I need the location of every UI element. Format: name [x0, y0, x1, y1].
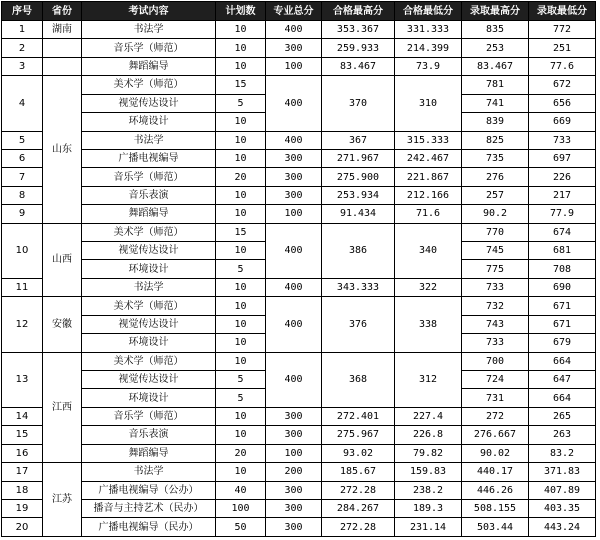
cell-admit-max: 257 — [462, 186, 529, 204]
cell-total: 300 — [266, 168, 322, 186]
cell-no: 3 — [2, 57, 43, 75]
cell-admit-min: 664 — [529, 352, 596, 370]
cell-pass-max: 93.02 — [322, 444, 395, 462]
cell-pass-min: 238.2 — [395, 481, 462, 499]
cell-no: 5 — [2, 131, 43, 149]
cell-admit-min: 403.35 — [529, 499, 596, 517]
cell-admit-max: 276.667 — [462, 426, 529, 444]
cell-plan: 15 — [216, 76, 266, 94]
table-row — [2, 21, 596, 39]
cell-province: 湖南 — [43, 21, 82, 39]
cell-pass-min: 71.6 — [395, 205, 462, 223]
cell-admit-max: 735 — [462, 149, 529, 167]
table-row — [2, 297, 596, 315]
cell-pass-min: 315.333 — [395, 131, 462, 149]
cell-province — [43, 57, 82, 75]
cell-plan: 10 — [216, 315, 266, 333]
cell-subject: 音乐表演 — [82, 426, 216, 444]
cell-plan: 15 — [216, 223, 266, 241]
cell-pass-max: 185.67 — [322, 463, 395, 481]
cell-plan: 10 — [216, 334, 266, 352]
cell-admit-max: 731 — [462, 389, 529, 407]
cell-subject: 广播电视编导（公办） — [82, 481, 216, 499]
header-admit-min: 录取最低分 — [529, 2, 596, 21]
cell-pass-max: 275.967 — [322, 426, 395, 444]
cell-plan: 20 — [216, 168, 266, 186]
cell-admit-min: 83.2 — [529, 444, 596, 462]
cell-subject: 美术学（师范） — [82, 297, 216, 315]
cell-subject: 环境设计 — [82, 260, 216, 278]
cell-admit-max: 741 — [462, 94, 529, 112]
cell-plan: 10 — [216, 407, 266, 425]
cell-admit-min: 671 — [529, 297, 596, 315]
cell-subject: 音乐学（师范） — [82, 168, 216, 186]
cell-plan: 5 — [216, 389, 266, 407]
cell-admit-max: 743 — [462, 315, 529, 333]
cell-subject: 音乐表演 — [82, 186, 216, 204]
cell-admit-max: 508.155 — [462, 499, 529, 517]
table-row — [2, 426, 596, 444]
header-pass-min: 合格最低分 — [395, 2, 462, 21]
cell-no: 20 — [2, 518, 43, 537]
cell-subject: 美术学（师范） — [82, 352, 216, 370]
cell-admit-max: 503.44 — [462, 518, 529, 537]
cell-subject: 视觉传达设计 — [82, 371, 216, 389]
cell-total: 300 — [266, 149, 322, 167]
cell-total: 300 — [266, 481, 322, 499]
header-pass-max: 合格最高分 — [322, 2, 395, 21]
cell-no: 6 — [2, 149, 43, 167]
cell-admit-min: 443.24 — [529, 518, 596, 537]
cell-no: 19 — [2, 499, 43, 517]
cell-no: 7 — [2, 168, 43, 186]
cell-plan: 10 — [216, 278, 266, 296]
cell-pass-min: 312 — [395, 352, 462, 407]
cell-no: 12 — [2, 297, 43, 352]
cell-total: 400 — [266, 131, 322, 149]
header-plan: 计划数 — [216, 2, 266, 21]
cell-subject: 书法学 — [82, 21, 216, 39]
cell-total: 200 — [266, 463, 322, 481]
cell-plan: 10 — [216, 352, 266, 370]
cell-total: 300 — [266, 407, 322, 425]
cell-pass-min: 322 — [395, 278, 462, 296]
cell-pass-max: 368 — [322, 352, 395, 407]
admission-score-table — [1, 1, 596, 537]
cell-total: 100 — [266, 205, 322, 223]
cell-admit-min: 697 — [529, 149, 596, 167]
cell-no: 13 — [2, 352, 43, 407]
cell-admit-min: 681 — [529, 242, 596, 260]
cell-subject: 播音与主持艺术（民办） — [82, 499, 216, 517]
cell-subject: 舞蹈编导 — [82, 57, 216, 75]
cell-admit-max: 276 — [462, 168, 529, 186]
table-row — [2, 131, 596, 149]
cell-admit-max: 733 — [462, 278, 529, 296]
cell-total: 100 — [266, 444, 322, 462]
header-row — [2, 2, 596, 21]
header-no: 序号 — [2, 2, 43, 21]
cell-admit-max: 83.467 — [462, 57, 529, 75]
cell-no: 8 — [2, 186, 43, 204]
cell-subject: 广播电视编导（民办） — [82, 518, 216, 537]
cell-total: 300 — [266, 499, 322, 517]
cell-total: 300 — [266, 39, 322, 57]
cell-pass-max: 386 — [322, 223, 395, 278]
cell-plan: 10 — [216, 57, 266, 75]
cell-subject: 舞蹈编导 — [82, 444, 216, 462]
cell-admit-min: 77.9 — [529, 205, 596, 223]
cell-pass-max: 370 — [322, 76, 395, 131]
cell-no: 15 — [2, 426, 43, 444]
cell-admit-min: 669 — [529, 113, 596, 131]
cell-subject: 美术学（师范） — [82, 223, 216, 241]
cell-admit-min: 371.83 — [529, 463, 596, 481]
cell-plan: 10 — [216, 426, 266, 444]
cell-admit-max: 775 — [462, 260, 529, 278]
cell-province — [43, 39, 82, 57]
cell-admit-max: 700 — [462, 352, 529, 370]
table-row — [2, 223, 596, 241]
cell-admit-max: 732 — [462, 297, 529, 315]
table-row — [2, 205, 596, 223]
table-row — [2, 444, 596, 462]
cell-plan: 20 — [216, 444, 266, 462]
cell-admit-max: 745 — [462, 242, 529, 260]
cell-no: 18 — [2, 481, 43, 499]
header-admit-max: 录取最高分 — [462, 2, 529, 21]
cell-total: 400 — [266, 297, 322, 352]
cell-pass-max: 259.933 — [322, 39, 395, 57]
cell-pass-min: 226.8 — [395, 426, 462, 444]
cell-admit-max: 835 — [462, 21, 529, 39]
cell-pass-min: 189.3 — [395, 499, 462, 517]
cell-total: 300 — [266, 426, 322, 444]
cell-total: 100 — [266, 57, 322, 75]
cell-admit-min: 671 — [529, 315, 596, 333]
table-row — [2, 499, 596, 517]
cell-plan: 10 — [216, 21, 266, 39]
cell-pass-max: 284.267 — [322, 499, 395, 517]
cell-province: 山西 — [43, 223, 82, 297]
cell-pass-min: 310 — [395, 76, 462, 131]
cell-total: 400 — [266, 21, 322, 39]
cell-plan: 10 — [216, 242, 266, 260]
cell-pass-min: 214.399 — [395, 39, 462, 57]
table-row — [2, 518, 596, 537]
cell-admit-min: 407.89 — [529, 481, 596, 499]
cell-pass-min: 212.166 — [395, 186, 462, 204]
cell-admit-max: 446.26 — [462, 481, 529, 499]
cell-pass-min: 227.4 — [395, 407, 462, 425]
table-row — [2, 352, 596, 370]
cell-admit-min: 263 — [529, 426, 596, 444]
cell-admit-max: 90.02 — [462, 444, 529, 462]
cell-total: 400 — [266, 278, 322, 296]
cell-subject: 环境设计 — [82, 113, 216, 131]
cell-no: 17 — [2, 463, 43, 481]
cell-admit-max: 781 — [462, 76, 529, 94]
table-row — [2, 76, 596, 94]
cell-pass-min: 221.867 — [395, 168, 462, 186]
cell-pass-max: 275.900 — [322, 168, 395, 186]
cell-pass-min: 159.83 — [395, 463, 462, 481]
cell-plan: 10 — [216, 297, 266, 315]
table-row — [2, 407, 596, 425]
table-row — [2, 168, 596, 186]
cell-no: 16 — [2, 444, 43, 462]
cell-province: 安徽 — [43, 297, 82, 352]
cell-plan: 5 — [216, 260, 266, 278]
cell-admit-max: 733 — [462, 334, 529, 352]
cell-subject: 音乐学（师范） — [82, 407, 216, 425]
cell-admit-min: 679 — [529, 334, 596, 352]
table-row — [2, 149, 596, 167]
cell-pass-max: 272.28 — [322, 481, 395, 499]
cell-plan: 10 — [216, 113, 266, 131]
cell-subject: 舞蹈编导 — [82, 205, 216, 223]
table-row — [2, 463, 596, 481]
cell-admit-max: 825 — [462, 131, 529, 149]
cell-admit-min: 664 — [529, 389, 596, 407]
cell-plan: 40 — [216, 481, 266, 499]
cell-no: 1 — [2, 21, 43, 39]
cell-subject: 书法学 — [82, 278, 216, 296]
table-row — [2, 39, 596, 57]
cell-no: 4 — [2, 76, 43, 131]
cell-admit-min: 672 — [529, 76, 596, 94]
cell-plan: 10 — [216, 205, 266, 223]
cell-plan: 100 — [216, 499, 266, 517]
cell-subject: 美术学（师范） — [82, 76, 216, 94]
cell-admit-min: 674 — [529, 223, 596, 241]
cell-plan: 10 — [216, 39, 266, 57]
cell-total: 300 — [266, 186, 322, 204]
header-total: 专业总分 — [266, 2, 322, 21]
cell-no: 10 — [2, 223, 43, 278]
cell-plan: 10 — [216, 463, 266, 481]
cell-admit-max: 770 — [462, 223, 529, 241]
cell-province: 江西 — [43, 352, 82, 463]
cell-subject: 广播电视编导 — [82, 149, 216, 167]
cell-subject: 书法学 — [82, 131, 216, 149]
cell-admit-min: 647 — [529, 371, 596, 389]
cell-admit-min: 772 — [529, 21, 596, 39]
cell-pass-min: 79.82 — [395, 444, 462, 462]
cell-admit-min: 265 — [529, 407, 596, 425]
cell-subject: 视觉传达设计 — [82, 242, 216, 260]
cell-admit-max: 272 — [462, 407, 529, 425]
cell-admit-max: 839 — [462, 113, 529, 131]
cell-total: 400 — [266, 223, 322, 278]
cell-pass-max: 367 — [322, 131, 395, 149]
cell-pass-max: 353.367 — [322, 21, 395, 39]
cell-plan: 10 — [216, 149, 266, 167]
cell-pass-min: 338 — [395, 297, 462, 352]
cell-subject: 环境设计 — [82, 389, 216, 407]
cell-pass-max: 272.401 — [322, 407, 395, 425]
cell-no: 14 — [2, 407, 43, 425]
cell-admit-min: 226 — [529, 168, 596, 186]
cell-admit-min: 251 — [529, 39, 596, 57]
table-row — [2, 186, 596, 204]
cell-pass-max: 272.28 — [322, 518, 395, 537]
cell-admit-min: 708 — [529, 260, 596, 278]
cell-pass-min: 331.333 — [395, 21, 462, 39]
cell-province: 江苏 — [43, 463, 82, 537]
cell-pass-max: 271.967 — [322, 149, 395, 167]
cell-admit-min: 77.6 — [529, 57, 596, 75]
cell-pass-max: 253.934 — [322, 186, 395, 204]
cell-pass-max: 83.467 — [322, 57, 395, 75]
table-header — [2, 2, 596, 21]
cell-plan: 10 — [216, 186, 266, 204]
cell-pass-min: 340 — [395, 223, 462, 278]
cell-plan: 10 — [216, 131, 266, 149]
cell-pass-min: 242.467 — [395, 149, 462, 167]
cell-pass-max: 91.434 — [322, 205, 395, 223]
cell-subject: 视觉传达设计 — [82, 94, 216, 112]
cell-subject: 书法学 — [82, 463, 216, 481]
table-row — [2, 278, 596, 296]
cell-province: 山东 — [43, 76, 82, 223]
cell-admit-min: 217 — [529, 186, 596, 204]
table-row — [2, 481, 596, 499]
header-subject: 考试内容 — [82, 2, 216, 21]
cell-subject: 视觉传达设计 — [82, 315, 216, 333]
cell-pass-max: 376 — [322, 297, 395, 352]
cell-admit-max: 253 — [462, 39, 529, 57]
cell-pass-max: 343.333 — [322, 278, 395, 296]
cell-admit-max: 724 — [462, 371, 529, 389]
cell-total: 300 — [266, 518, 322, 537]
cell-admit-min: 656 — [529, 94, 596, 112]
cell-admit-min: 690 — [529, 278, 596, 296]
header-province: 省份 — [43, 2, 82, 21]
cell-admit-max: 440.17 — [462, 463, 529, 481]
cell-total: 400 — [266, 352, 322, 407]
cell-no: 11 — [2, 278, 43, 296]
cell-plan: 50 — [216, 518, 266, 537]
cell-admit-min: 733 — [529, 131, 596, 149]
table-row — [2, 57, 596, 75]
cell-subject: 环境设计 — [82, 334, 216, 352]
cell-plan: 5 — [216, 371, 266, 389]
cell-admit-max: 90.2 — [462, 205, 529, 223]
cell-total: 400 — [266, 76, 322, 131]
cell-plan: 5 — [216, 94, 266, 112]
cell-no: 9 — [2, 205, 43, 223]
table-body — [2, 21, 596, 537]
cell-subject: 音乐学（师范） — [82, 39, 216, 57]
cell-pass-min: 231.14 — [395, 518, 462, 537]
cell-pass-min: 73.9 — [395, 57, 462, 75]
cell-no: 2 — [2, 39, 43, 57]
